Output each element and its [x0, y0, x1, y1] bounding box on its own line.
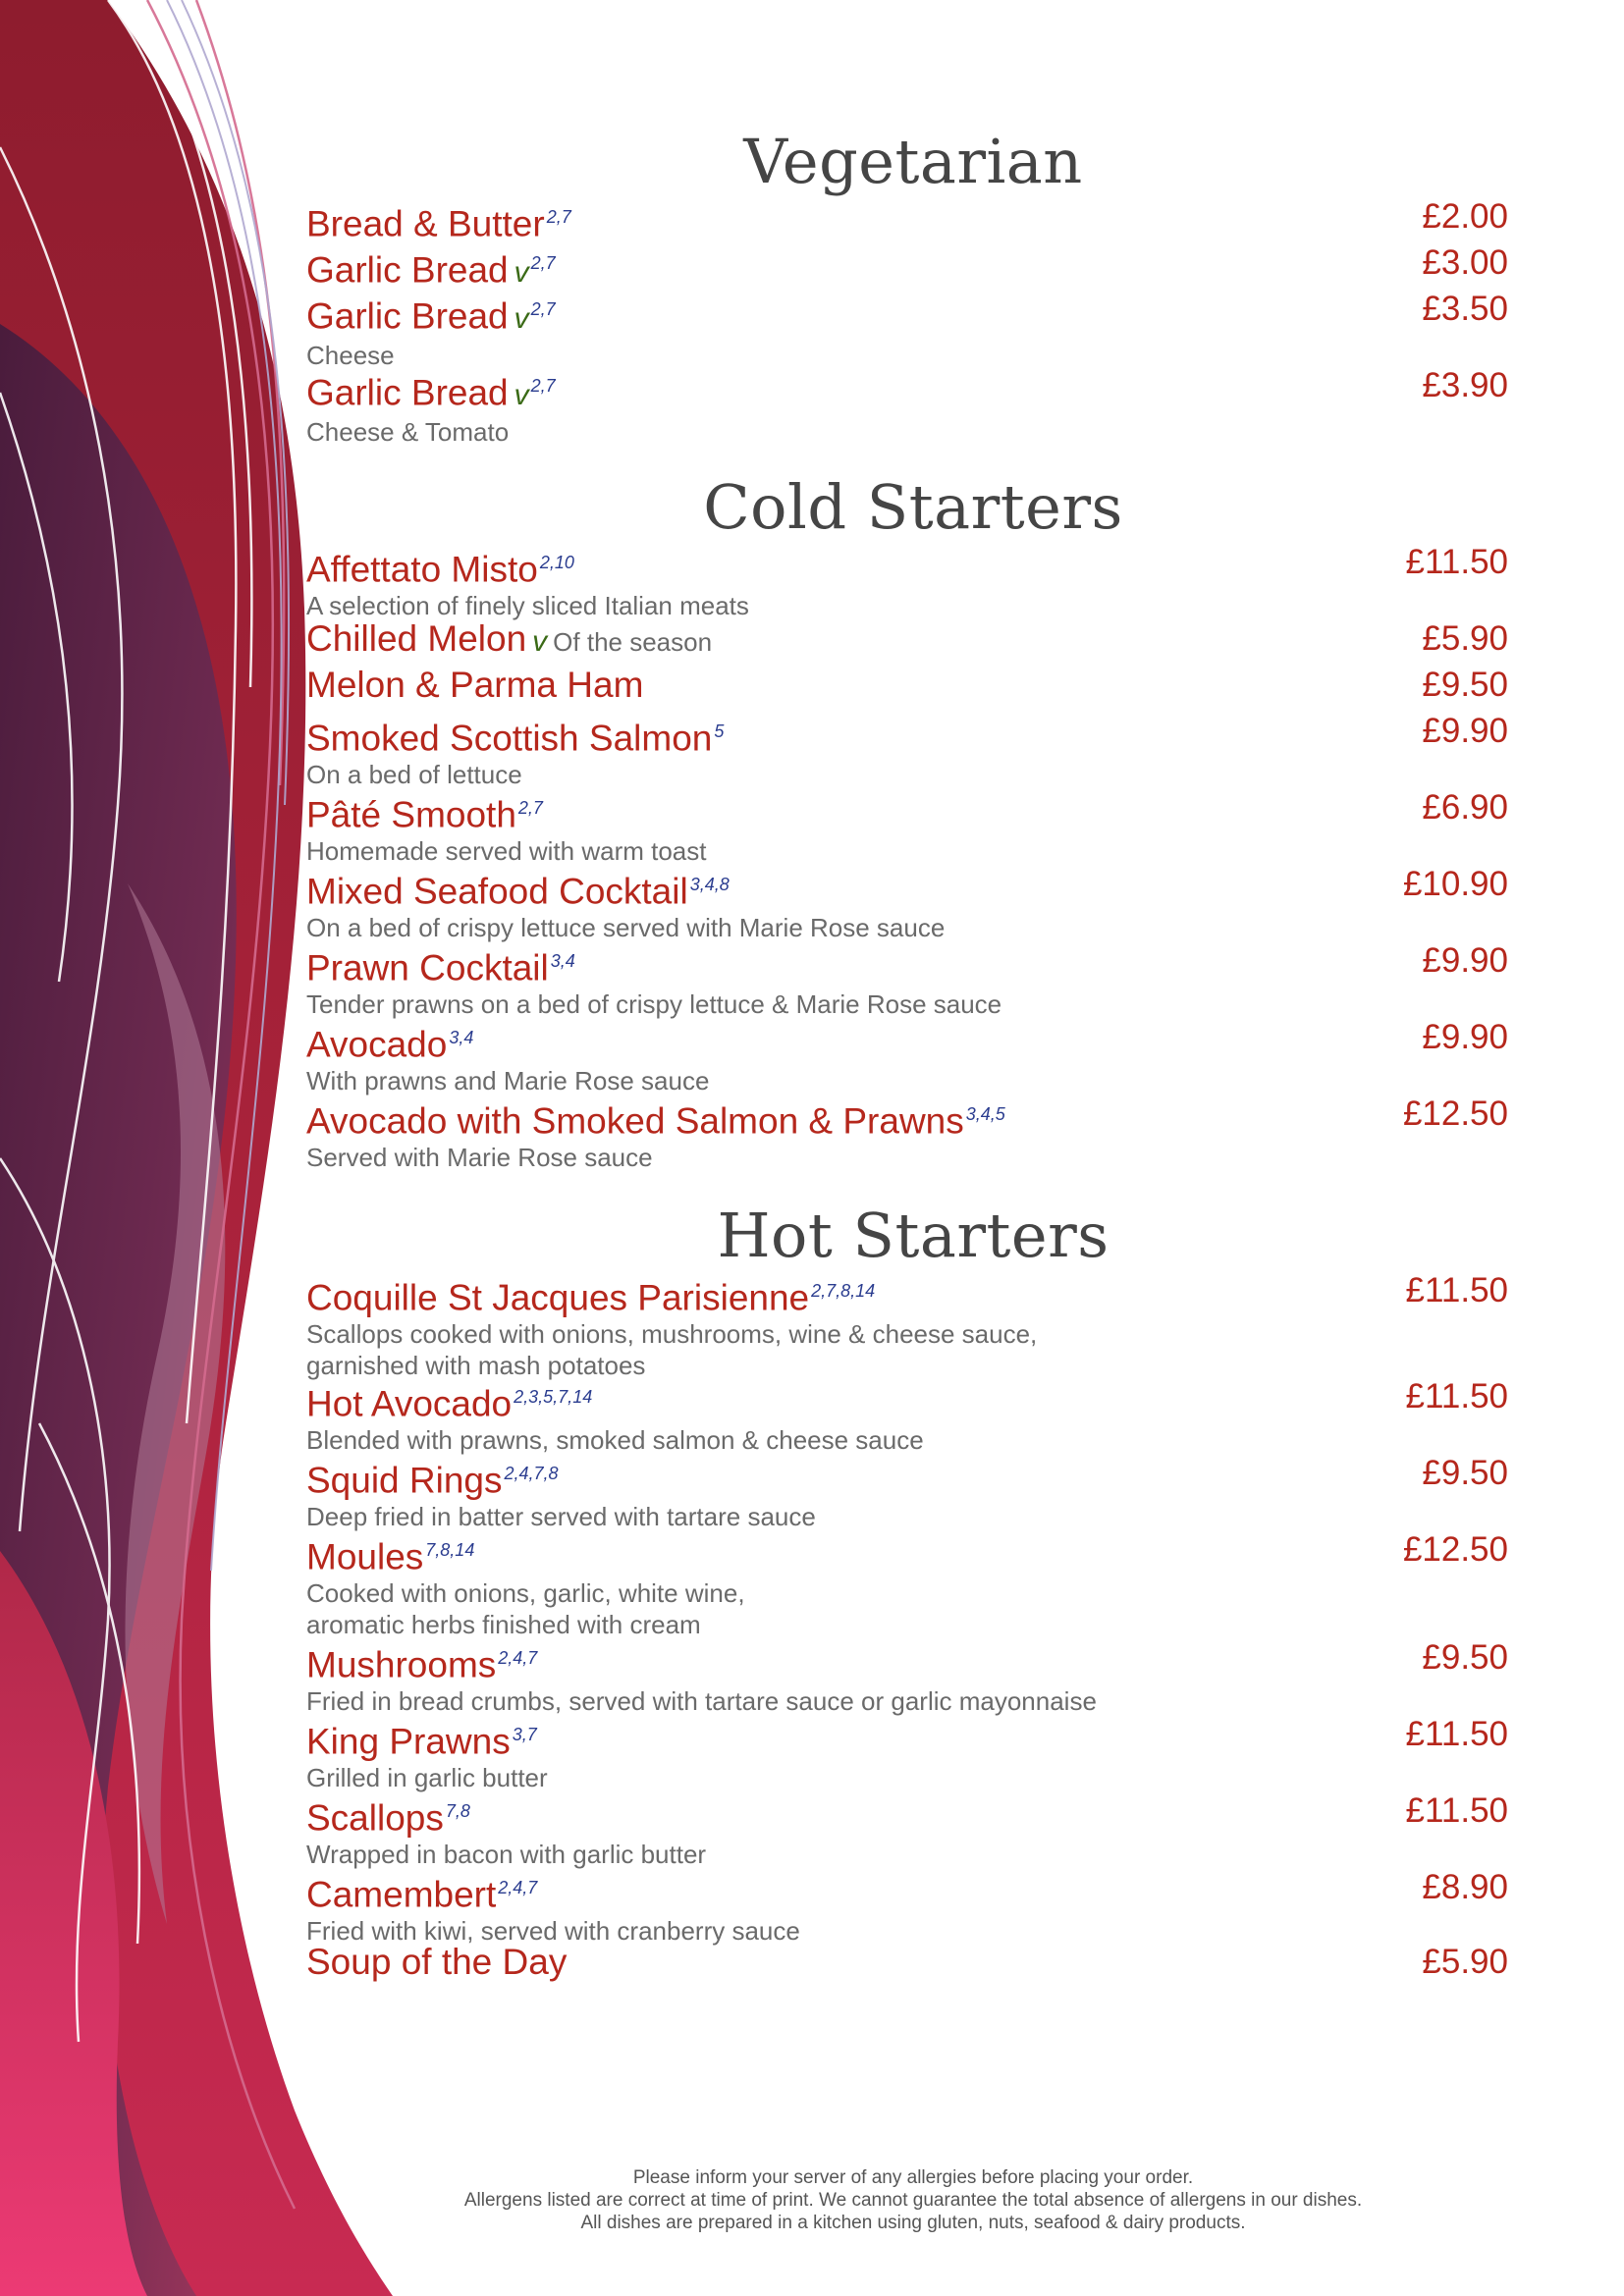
item-name: Melon & Parma Ham	[306, 665, 644, 705]
vegetarian-mark: v	[532, 625, 548, 658]
item-description: Served with Marie Rose sauce	[306, 1143, 653, 1173]
item-name-line	[306, 1714, 1508, 1762]
item-name: Garlic Bread	[306, 249, 509, 291]
allergen-codes: 5	[714, 721, 725, 741]
menu-item	[306, 1017, 1508, 1096]
item-name: Avocado	[306, 1024, 448, 1065]
menu-item	[306, 365, 1508, 448]
item-description-line: aromatic herbs finished with cream	[306, 1610, 701, 1640]
item-description: Homemade served with warm toast	[306, 836, 707, 867]
menu-item	[306, 787, 1508, 867]
item-description: Cheese	[306, 341, 395, 371]
vegetarian-mark: v	[514, 256, 529, 290]
item-name-line	[306, 1942, 1508, 1983]
menu-item	[306, 1867, 1508, 1947]
allergen-footer	[324, 2166, 1502, 2234]
item-name-line	[306, 618, 1508, 663]
item-name-line	[306, 787, 1508, 835]
item-price: £2.00	[1422, 197, 1508, 236]
item-name-line	[306, 196, 1508, 244]
item-name: Affettato Misto	[306, 549, 538, 590]
item-price: £9.50	[1422, 1638, 1508, 1677]
item-price: £9.50	[1422, 666, 1508, 704]
item-description-line: garnished with mash potatoes	[306, 1351, 646, 1381]
menu-item	[306, 1270, 1508, 1381]
vegetarian-mark: v	[514, 379, 529, 412]
item-price: £3.90	[1422, 366, 1508, 404]
item-price: £11.50	[1405, 1715, 1508, 1753]
item-price: £11.50	[1405, 543, 1508, 581]
allergen-codes: 2,7	[546, 207, 571, 227]
item-price: £11.50	[1405, 1791, 1508, 1830]
item-name-line	[306, 864, 1508, 912]
section-title: Hot Starters	[717, 1200, 1110, 1271]
allergen-codes: 2,7	[530, 299, 556, 319]
item-name: Chilled Melon	[306, 618, 527, 659]
item-price: £9.90	[1422, 712, 1508, 750]
menu-item	[306, 665, 1508, 706]
allergen-codes: 7,8,14	[425, 1540, 475, 1560]
allergen-codes: 3,4,8	[689, 875, 730, 894]
menu-item	[306, 542, 1508, 621]
item-name: Camembert	[306, 1874, 497, 1915]
item-name-line	[306, 711, 1508, 759]
item-description: With prawns and Marie Rose sauce	[306, 1066, 710, 1096]
allergen-codes: 3,4	[449, 1028, 474, 1047]
section-title: Vegetarian	[743, 126, 1083, 197]
item-name: Coquille St Jacques Parisienne	[306, 1277, 810, 1318]
allergen-codes: 2,4,7	[498, 1648, 538, 1668]
allergen-codes: 7,8	[445, 1801, 470, 1821]
item-name-line	[306, 1270, 1508, 1318]
item-name-line	[306, 665, 1508, 706]
item-description: A selection of finely sliced Italian meats	[306, 591, 749, 621]
item-price: £10.90	[1402, 865, 1508, 903]
allergen-codes: 2,7	[530, 253, 556, 273]
item-note: Of the season	[553, 627, 713, 657]
item-description-line: Cooked with onions, garlic, white wine,	[306, 1578, 745, 1609]
item-name-line	[306, 1453, 1508, 1501]
item-name: Squid Rings	[306, 1460, 503, 1501]
allergen-codes: 2,10	[539, 553, 574, 572]
item-name-line	[306, 542, 1508, 590]
item-name-line	[306, 289, 1508, 340]
menu-item	[306, 196, 1508, 244]
item-name-line	[306, 242, 1508, 294]
item-name-line	[306, 1637, 1508, 1685]
item-price: £5.90	[1422, 619, 1508, 658]
item-name: Mixed Seafood Cocktail	[306, 871, 688, 912]
item-name-line	[306, 1094, 1508, 1142]
item-price: £11.50	[1405, 1377, 1508, 1415]
menu-item	[306, 1529, 1508, 1640]
allergen-codes: 3,4,5	[965, 1104, 1005, 1124]
item-price: £3.00	[1422, 243, 1508, 282]
item-name: Garlic Bread	[306, 372, 509, 413]
item-name-line	[306, 1867, 1508, 1915]
item-name: Smoked Scottish Salmon	[306, 718, 713, 759]
item-description: On a bed of crispy lettuce served with Marie Rose sauce	[306, 913, 946, 943]
allergen-codes: 2,4,7	[498, 1878, 538, 1897]
menu-item	[306, 940, 1508, 1020]
item-price: £9.90	[1422, 1018, 1508, 1056]
item-name: Bread & Butter	[306, 203, 545, 244]
item-name: King Prawns	[306, 1721, 511, 1762]
item-name: Pâté Smooth	[306, 794, 516, 835]
vegetarian-mark: v	[514, 302, 529, 336]
menu-item	[306, 864, 1508, 943]
menu-item	[306, 1453, 1508, 1532]
allergen-codes: 2,7	[530, 376, 556, 396]
item-name: Scallops	[306, 1797, 444, 1839]
item-description: Fried in bread crumbs, served with tartare sauce or garlic mayonnaise	[306, 1686, 1097, 1717]
menu-item	[306, 1790, 1508, 1870]
item-description: Grilled in garlic butter	[306, 1763, 548, 1793]
item-price: £9.50	[1422, 1454, 1508, 1492]
section-title: Cold Starters	[703, 471, 1123, 543]
footer-line: All dishes are prepared in a kitchen using gluten, nuts, seafood & dairy products.	[580, 2213, 1246, 2233]
item-name-line	[306, 365, 1508, 416]
allergen-codes: 2,7	[517, 798, 543, 818]
item-price: £6.90	[1422, 788, 1508, 827]
item-name-line	[306, 1376, 1508, 1424]
item-name: Hot Avocado	[306, 1383, 513, 1424]
menu-item	[306, 1637, 1508, 1717]
allergen-codes: 2,4,7,8	[504, 1464, 559, 1483]
allergen-codes: 2,3,5,7,14	[514, 1387, 593, 1407]
item-price: £5.90	[1422, 1943, 1508, 1981]
item-description: Cheese & Tomato	[306, 417, 510, 448]
item-name-line	[306, 1529, 1508, 1577]
allergen-codes: 3,7	[512, 1725, 537, 1744]
item-name-line	[306, 940, 1508, 988]
menu-item	[306, 1376, 1508, 1456]
menu-item	[306, 711, 1508, 790]
item-price: £12.50	[1402, 1095, 1508, 1133]
item-description: Tender prawns on a bed of crispy lettuce & Marie Rose sauce	[306, 989, 1002, 1020]
item-price: £8.90	[1422, 1868, 1508, 1906]
menu-item	[306, 1094, 1508, 1173]
item-name: Soup of the Day	[306, 1942, 568, 1982]
allergen-codes: 2,7,8,14	[811, 1281, 876, 1301]
item-price: £12.50	[1402, 1530, 1508, 1569]
item-price: £9.90	[1422, 941, 1508, 980]
item-name-line	[306, 1017, 1508, 1065]
menu-item	[306, 289, 1508, 371]
item-price: £11.50	[1405, 1271, 1508, 1309]
footer-line: Allergens listed are correct at time of print. We cannot guarantee the total absence of allergens in our dishes.	[463, 2190, 1363, 2211]
item-name: Mushrooms	[306, 1644, 497, 1685]
menu-item	[306, 618, 1508, 663]
item-description: Deep fried in batter served with tartare sauce	[306, 1502, 816, 1532]
item-description: On a bed of lettuce	[306, 760, 522, 790]
item-name-line	[306, 1790, 1508, 1839]
menu-item	[306, 242, 1508, 294]
item-name: Moules	[306, 1536, 424, 1577]
menu-item	[306, 1714, 1508, 1793]
item-name: Prawn Cocktail	[306, 947, 549, 988]
item-name: Garlic Bread	[306, 295, 509, 337]
item-description: Blended with prawns, smoked salmon & cheese sauce	[306, 1425, 924, 1456]
item-description: Fried with kiwi, served with cranberry sauce	[306, 1916, 800, 1947]
item-description-line: Scallops cooked with onions, mushrooms, wine & cheese sauce,	[306, 1319, 1038, 1350]
item-name: Avocado with Smoked Salmon & Prawns	[306, 1100, 964, 1142]
item-description: Wrapped in bacon with garlic butter	[306, 1840, 707, 1870]
item-price: £3.50	[1422, 290, 1508, 328]
menu-item	[306, 1942, 1508, 1983]
allergen-codes: 3,4	[550, 951, 575, 971]
footer-line: Please inform your server of any allergies before placing your order.	[632, 2167, 1194, 2188]
